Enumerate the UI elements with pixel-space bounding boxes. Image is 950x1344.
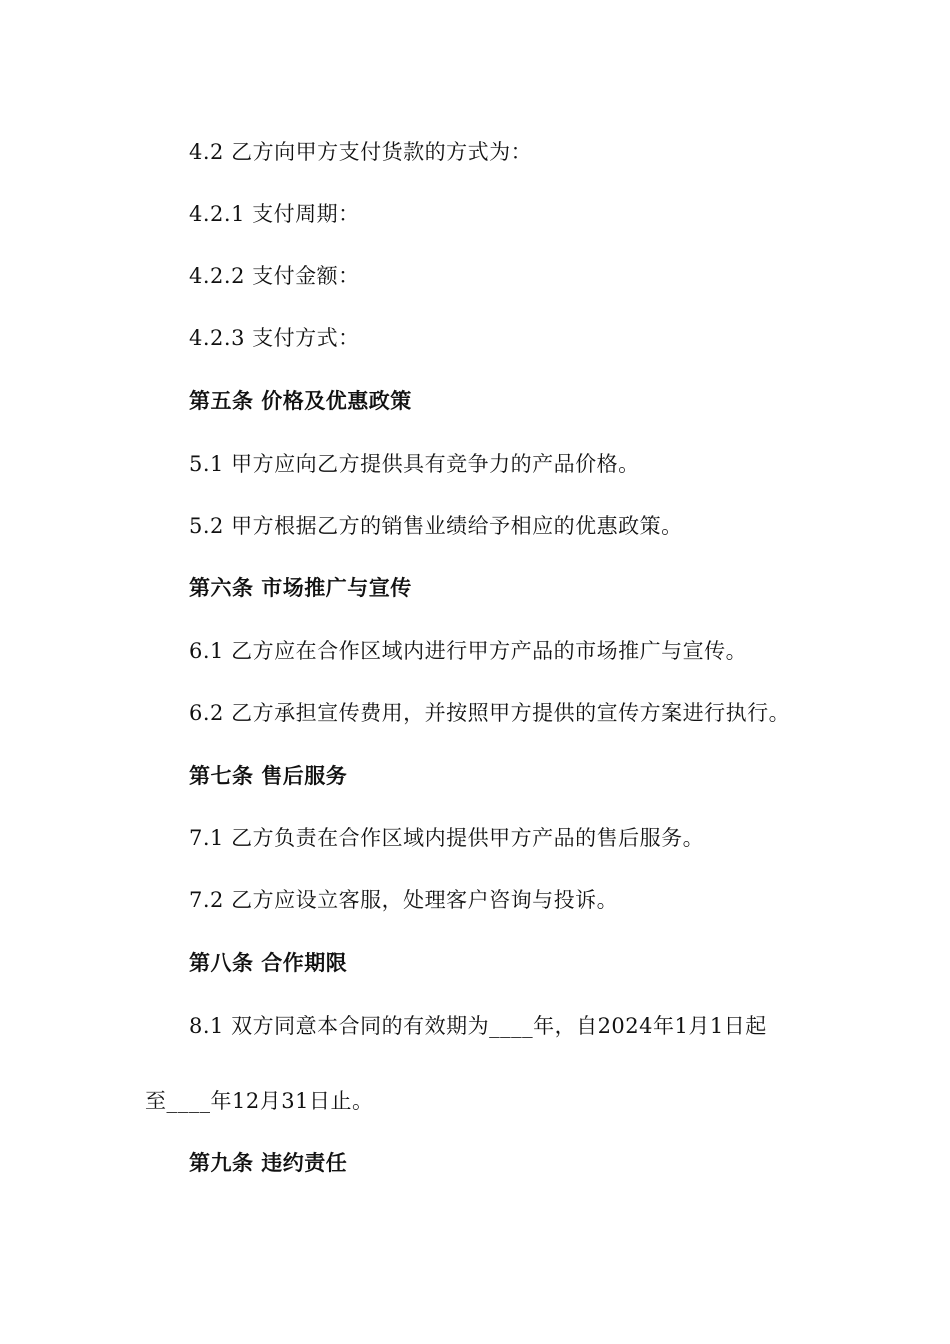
clause-4-2-2: 4.2.2 支付金额： — [189, 264, 360, 288]
article-5-heading: 第五条 价格及优惠政策 — [189, 389, 412, 413]
clause-7-1: 7.1 乙方负责在合作区域内提供甲方产品的售后服务。 — [189, 826, 705, 850]
article-8-heading: 第八条 合作期限 — [189, 951, 348, 975]
clause-5-1: 5.1 甲方应向乙方提供具有竞争力的产品价格。 — [189, 452, 640, 476]
article-7-heading: 第七条 售后服务 — [189, 764, 348, 788]
clause-8-1-continued: 至____年12月31日止。 — [145, 1089, 374, 1113]
clause-5-2: 5.2 甲方根据乙方的销售业绩给予相应的优惠政策。 — [189, 514, 683, 538]
clause-7-2: 7.2 乙方应设立客服，处理客户咨询与投诉。 — [189, 888, 619, 912]
article-9-heading: 第九条 违约责任 — [189, 1151, 348, 1175]
clause-8-1: 8.1 双方同意本合同的有效期为____年，自2024年1月1日起 — [189, 1014, 767, 1038]
article-6-heading: 第六条 市场推广与宣传 — [189, 576, 412, 600]
clause-6-2: 6.2 乙方承担宣传费用，并按照甲方提供的宣传方案进行执行。 — [189, 701, 791, 725]
clause-4-2-3: 4.2.3 支付方式： — [189, 326, 360, 350]
clause-4-2: 4.2 乙方向甲方支付货款的方式为： — [189, 140, 533, 164]
clause-6-1: 6.1 乙方应在合作区域内进行甲方产品的市场推广与宣传。 — [189, 639, 748, 663]
clause-4-2-1: 4.2.1 支付周期： — [189, 202, 360, 226]
